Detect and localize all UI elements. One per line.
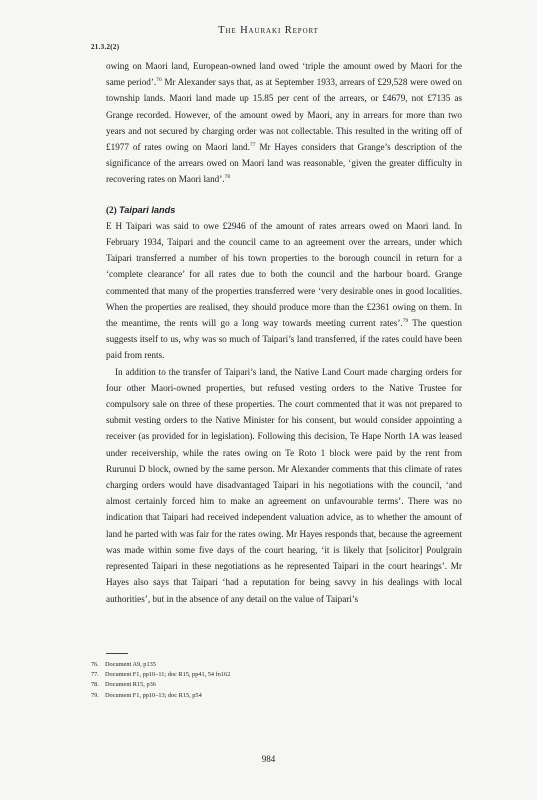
body-text	[106, 58, 462, 607]
page-number: 984	[261, 754, 276, 764]
subheading-title: Taipari lands	[119, 204, 176, 215]
section-reference: 21.3.2(2)	[91, 43, 120, 51]
subheading-number: (2)	[106, 204, 117, 215]
paragraph-1-text-c: Mr Hayes considers that Grange’s description of the significance of the arrears owed on Maori land was reasonable, ‘given the greater difficulty in recovering rates on Maori land’.	[106, 142, 462, 185]
footnote-number: 79.	[91, 691, 99, 699]
footnote-divider	[106, 653, 128, 654]
footnote-number: 77.	[91, 671, 99, 679]
footnote	[91, 691, 451, 701]
paragraph-1	[106, 58, 462, 188]
footnote-ref-76[interactable]: 76	[156, 77, 162, 84]
paragraph-2-text-b: The question suggests itself to us, why was so much of Taipari’s land transferred, if the rates could have been paid from rents.	[106, 318, 462, 361]
footnote-text: Document F1, pp10–11; doc R15, pp41, 54 fn162	[105, 671, 231, 679]
footnotes	[91, 660, 451, 701]
running-head: The Hauraki Report	[218, 25, 319, 36]
footnote-ref-77[interactable]: 77	[249, 141, 256, 148]
footnote	[91, 680, 451, 690]
footnote-text: Document A9, p135	[105, 661, 156, 668]
footnote-ref-78[interactable]: 78	[224, 174, 231, 181]
paragraph-1-text-a: owing on Maori land, European-owned land owed ‘triple the amount owed by Maori for the same period’.	[106, 61, 462, 88]
paragraph-2	[106, 218, 462, 364]
footnote-text: Document R15, p36	[105, 681, 156, 689]
paragraph-3: In addition to the transfer of Taipari’s land, the Native Land Court made charging orders for four other Maori-owned properties, but refused vesting orders to the Native Trustee for compulsory sale on three of these properties. The court commented that it was not prepared to submit vesting orders to the Native Minister for his consent, but would consider appointing a receiver (as provided for in legislation). Following this decision, Te Hape North 1A was leased under receivership, while the rates owing on Te Roto 1 block were paid by the rent from Rurunui D block, owned by the same person. Mr Alexander comments that this climate of rates charging orders would have disadvantaged Taipari in his negotiations with the council, ‘and almost certainly forced him to make an agreement on unfavourable terms’. There was no indication that Taipari had received independent valuation advice, as to whether the amount of land he parted with was fair for the rates owing. Mr Hayes responds that, because the agreement was made within some five days of the court hearing, ‘it is likely that [solicitor] Poulgrain represented Taipari in these negotiations as he represented Taipari in the court hearings’. Mr Hayes also says that Taipari ‘had a reputation for being savvy in his dealings with local authorities’, but in the absence of any detail on the value of Taipari’s	[106, 366, 462, 604]
footnote-ref-79[interactable]: 79	[402, 317, 409, 324]
paragraph-1-text-b: Mr Alexander says that, as at September 1933, arrears of £29,528 were owed on township lands. Maori land made up 15.85 per cent of the arrears, or £4679, not £7135 as Grange recorded. However, of the amount owed by Maori, any in arrears for more than two years and not secured by charging order was not collectable. This resulted in the writing off of £1977 of rates owing on Maori land.	[106, 77, 462, 153]
footnote	[91, 670, 451, 680]
footnote-number: 78.	[91, 681, 99, 689]
footnote-text: Document F1, pp10–13; doc R15, p54	[105, 691, 202, 699]
footnote	[91, 660, 451, 670]
footnote-number: 76.	[91, 661, 99, 668]
paragraph-2-text-a: E H Taipari was said to owe £2946 of the amount of rates arrears owed on Maori land. In February 1934, Taipari and the council came to an agreement over the arrears, under which Taipari transferred a number of his town properties to the borough council in return for a ‘complete clearance’ for all rates due to both the council and the harbour board. Grange commented that many of the properties transferred were ‘very desirable ones in good localities. When the properties are realised, they should produce more than the £2361 owing on them. In the meantime, the rents will go a long way towards meeting current rates’.	[106, 220, 462, 329]
subheading	[106, 202, 462, 218]
